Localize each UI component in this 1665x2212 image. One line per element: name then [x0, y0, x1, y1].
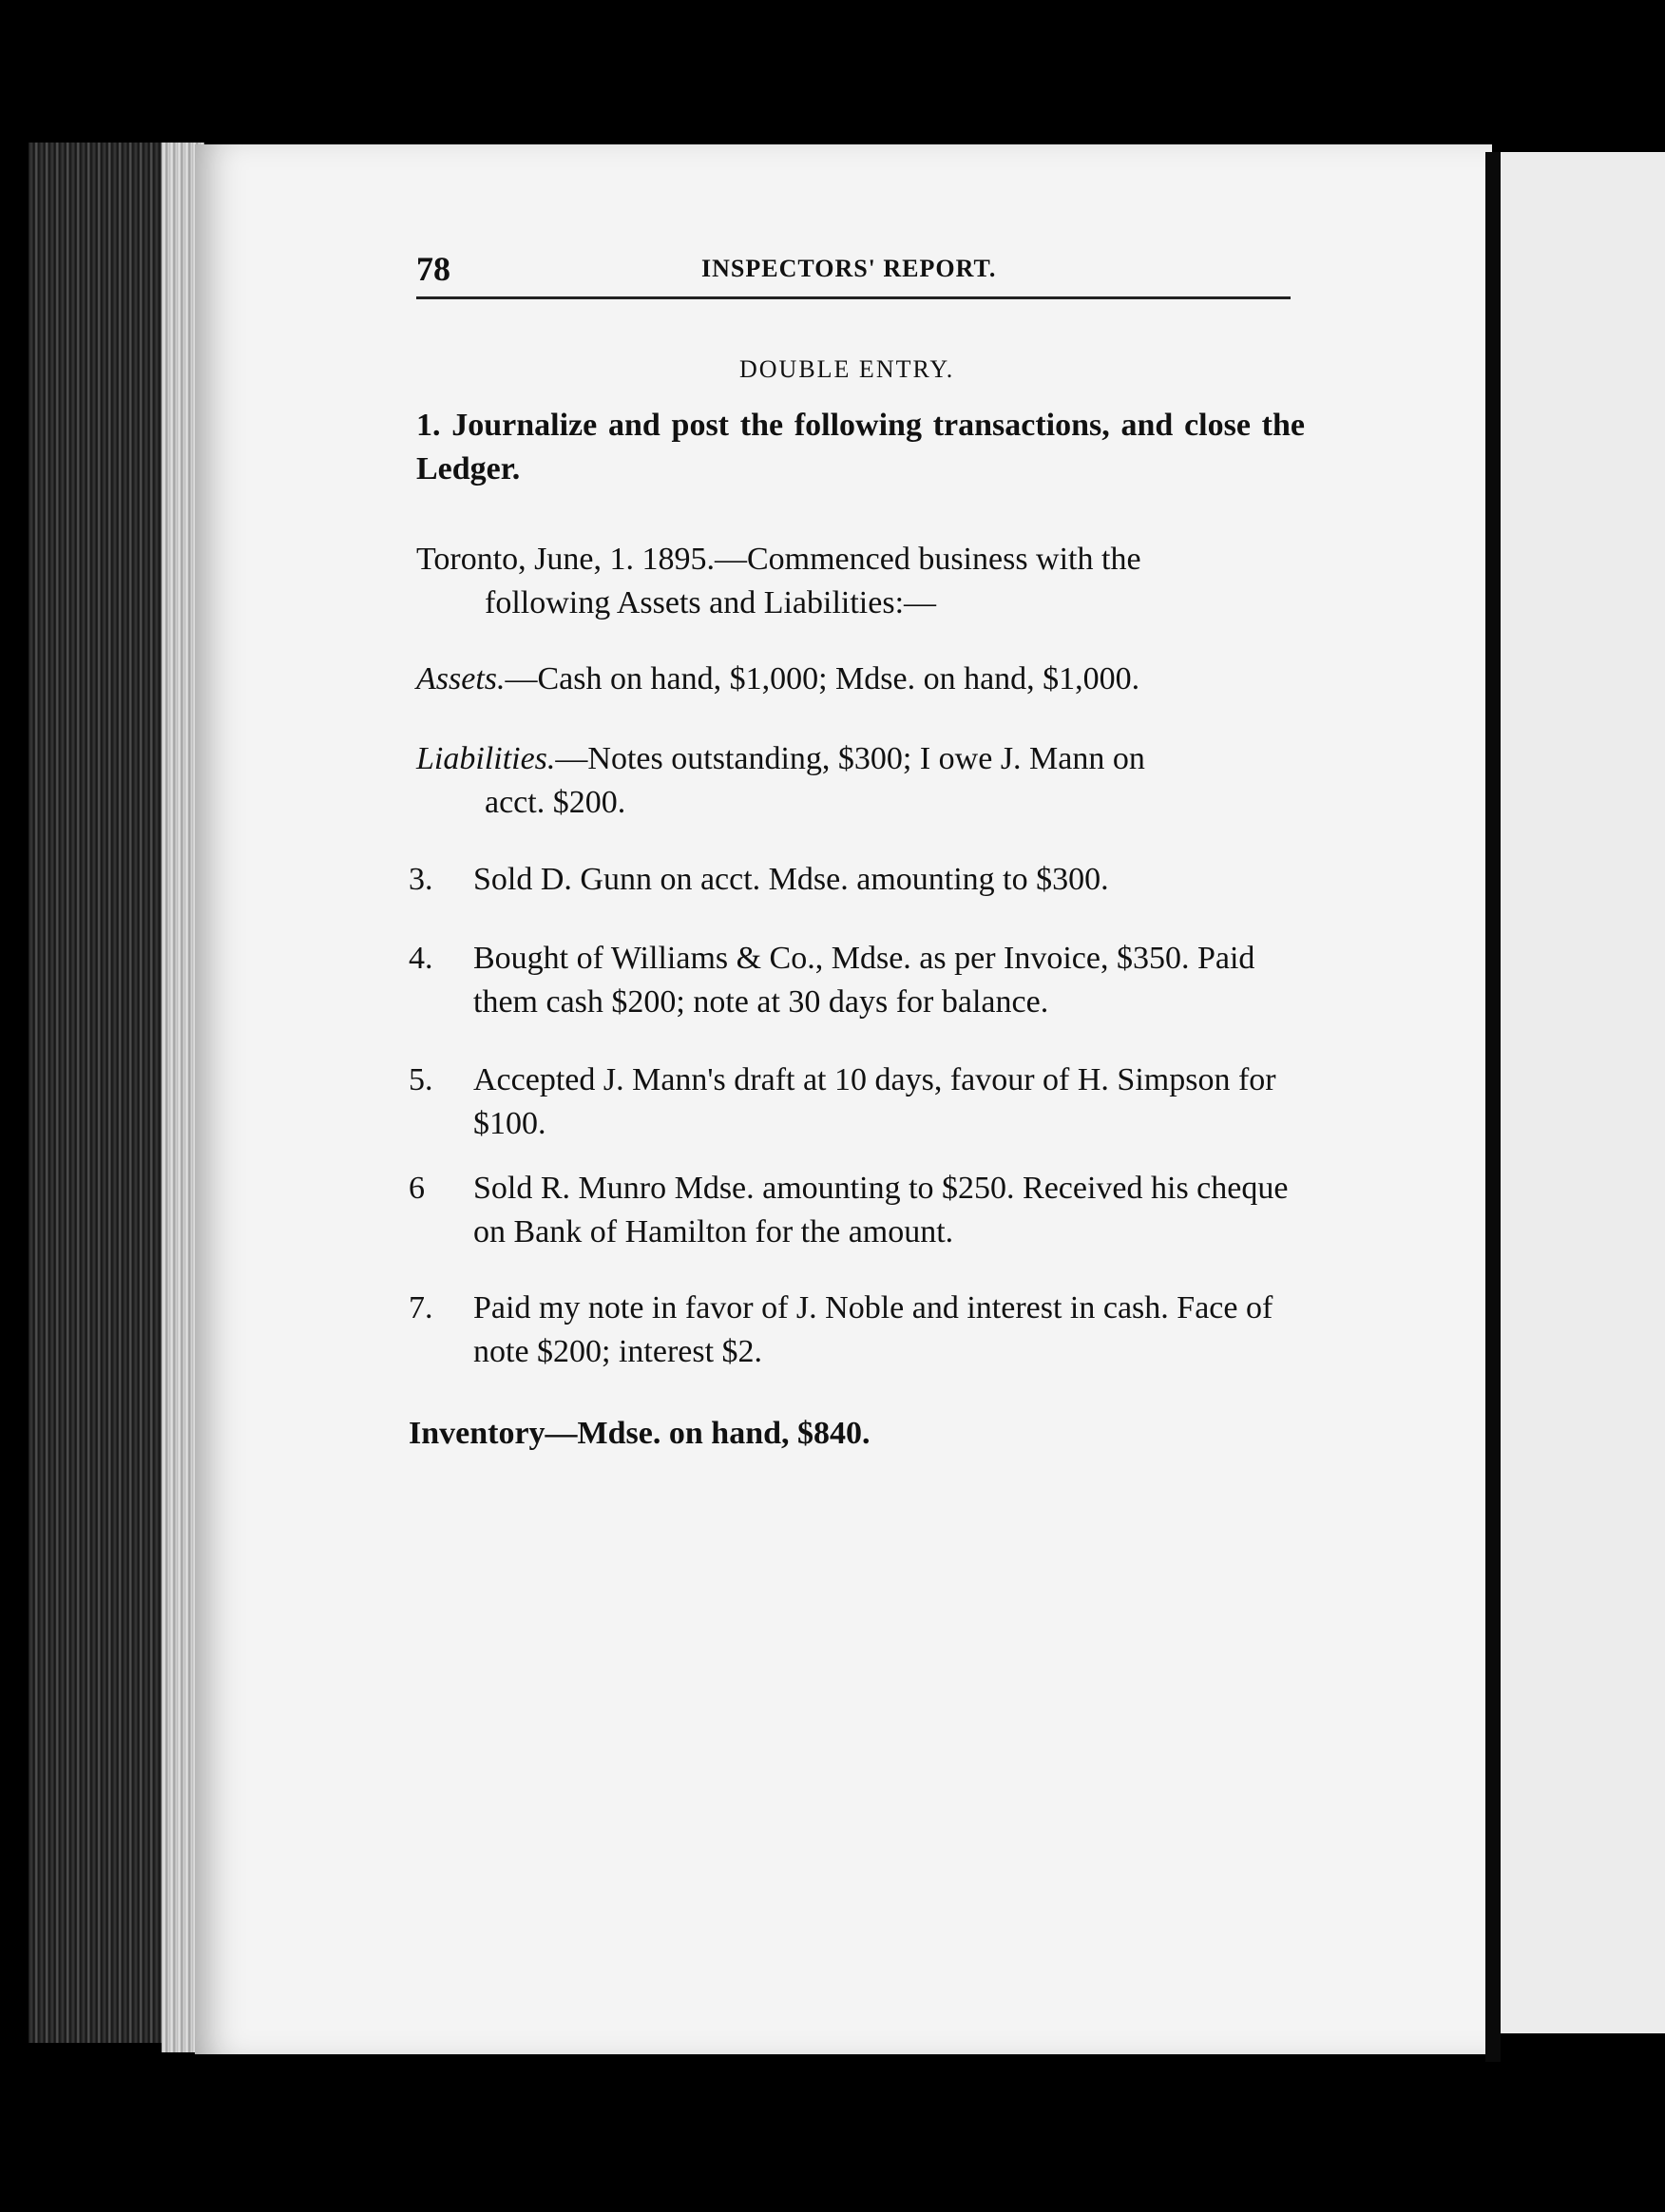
assets-text: —Cash on hand, $1,000; Mdse. on hand, $1,000. — [505, 661, 1140, 696]
liabilities-line-2: acct. $200. — [485, 785, 626, 820]
header-title: INSPECTORS' REPORT. — [701, 255, 997, 282]
list-item — [409, 1167, 1307, 1254]
book-gutter — [1485, 152, 1501, 2062]
list-item — [409, 1058, 1307, 1146]
liabilities-line-1: —Notes outstanding, $300; I owe J. Mann on — [555, 741, 1145, 776]
facing-page — [1501, 152, 1665, 2033]
opening-entry — [416, 538, 1305, 625]
opening-line-1: Toronto, June, 1. 1895.—Commenced business with the — [416, 542, 1141, 577]
list-item — [409, 858, 1307, 902]
item-number: 3. — [409, 862, 433, 897]
assets-label: Assets. — [416, 661, 506, 696]
opening-line-2: following Assets and Liabilities:— — [485, 585, 937, 620]
item-number: 4. — [409, 941, 433, 976]
item-number: 6 — [409, 1171, 425, 1206]
liabilities-entry — [416, 737, 1305, 825]
section-title: DOUBLE ENTRY. — [739, 355, 955, 383]
liabilities-label: Liabilities. — [416, 741, 556, 776]
list-item — [409, 937, 1307, 1024]
item-text: Sold D. Gunn on acct. Mdse. amounting to $300. — [473, 862, 1109, 897]
list-item — [409, 1287, 1307, 1374]
item-text: Paid my note in favor of J. Noble and interest in cash. Face of note $200; interest $2. — [473, 1290, 1273, 1369]
question-1: 1. Journalize and post the following transactions, and close the Ledger. — [416, 408, 1305, 486]
page-number: 78 — [416, 250, 450, 288]
assets-entry — [416, 658, 1305, 701]
running-head — [416, 249, 1291, 299]
item-number: 7. — [409, 1290, 433, 1325]
item-number: 5. — [409, 1062, 433, 1097]
item-text: Accepted J. Mann's draft at 10 days, favour of H. Simpson for $100. — [473, 1062, 1276, 1141]
inventory-line: Inventory—Mdse. on hand, $840. — [409, 1416, 871, 1451]
item-text: Bought of Williams & Co., Mdse. as per Invoice, $350. Paid them cash $200; note at 30 days for balance. — [473, 941, 1255, 1020]
item-text: Sold R. Munro Mdse. amounting to $250. Received his cheque on Bank of Hamilton for the amount. — [473, 1171, 1289, 1249]
